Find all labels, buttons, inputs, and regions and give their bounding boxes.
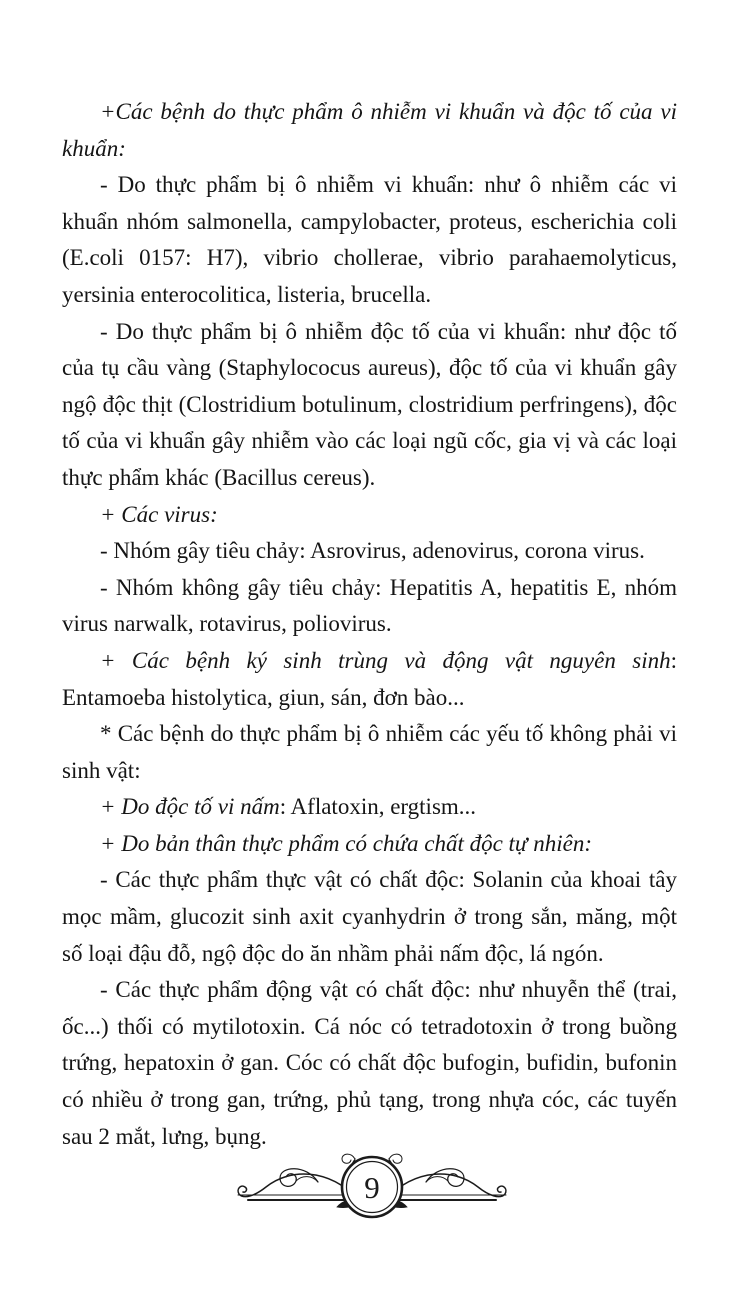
paragraph-text: + Do độc tố vi nấm xyxy=(100,794,280,820)
body-text xyxy=(62,94,677,1155)
paragraph-bacteria-toxins xyxy=(62,314,677,497)
paragraph-text: + Do bản thân thực phẩm có chứa chất độc tự nhiên: xyxy=(100,830,592,856)
paragraph-text: - Các thực phẩm thực vật có chất độc: Solanin của khoai tây mọc mầm, glucozit sinh axit cyanhydrin ở trong sắn, măng, một số loại đậu đỗ, ngộ độc do ăn nhầm phải nấm độc, lá ngón. xyxy=(62,867,677,966)
paragraph-text: + Các bệnh ký sinh trùng và động vật nguyên sinh xyxy=(100,647,671,673)
paragraph-bacteria-list xyxy=(62,167,677,313)
paragraph-text: - Các thực phẩm động vật có chất độc: như nhuyễn thể (trai, ốc...) thối có mytilotoxin. Cá nóc có tetradotoxin ở trong buồng trứng, hepatoxin ở gan. Cóc có chất độc bufogin, bufidin, bufonin có nhiều ở trong gan, trứng, phủ tạng, trong nhựa cóc, các tuyến sau 2 mắt, lưng, bụng. xyxy=(62,977,677,1149)
paragraph-text: - Do thực phẩm bị ô nhiễm vi khuẩn: như ô nhiễm các vi khuẩn nhóm salmonella, campylobacter, proteus, escherichia coli (E.coli 0157: H7), vibrio chollerae, vibrio parahaemolyticus, yersinia enterocolitica, listeria, brucella. xyxy=(62,172,677,307)
paragraph-text: * Các bệnh do thực phẩm bị ô nhiễm các yếu tố không phải vi sinh vật: xyxy=(62,721,677,783)
footer-ornament xyxy=(232,1142,512,1234)
paragraph-virus-heading xyxy=(62,497,677,534)
paragraph-text: +Các bệnh do thực phẩm ô nhiễm vi khuẩn và độc tố của vi khuẩn: xyxy=(62,99,677,161)
paragraph-text: - Nhóm không gây tiêu chảy: Hepatitis A, hepatitis E, nhóm virus narwalk, rotavirus, poliovirus. xyxy=(62,574,677,637)
paragraph-bacteria-heading xyxy=(62,94,677,167)
paragraph-mycotoxins xyxy=(62,789,677,826)
paragraph-text: - Do thực phẩm bị ô nhiễm độc tố của vi khuẩn: như độc tố của tụ cầu vàng (Staphylococus aureus), độc tố của vi khuẩn gây ngộ độc thịt (Clostridium botulinum, clostridium perfringens), độc tố của vi khuẩn gây nhiễm vào các loại ngũ cốc, gia vị và các loại thực phẩm khác (Bacillus cereus). xyxy=(62,318,677,490)
paragraph-parasites xyxy=(62,643,677,716)
paragraph-text: - Nhóm gây tiêu chảy: Asrovirus, adenovirus, corona virus. xyxy=(100,538,645,564)
paragraph-text: : Aflatoxin, ergtism... xyxy=(279,794,477,820)
paragraph-plant-toxins xyxy=(62,862,677,972)
paragraph-text: : Entamoeba histolytica, giun, sán, đơn bào... xyxy=(62,647,677,710)
ornament-divider-icon xyxy=(232,1142,512,1234)
page-number: 9 xyxy=(364,1170,380,1205)
paragraph-virus-non-diarrhea xyxy=(62,570,677,643)
paragraph-natural-toxins-heading xyxy=(62,826,677,863)
paragraph-animal-toxins xyxy=(62,972,677,1155)
paragraph-non-microbial-heading xyxy=(62,716,677,789)
paragraph-virus-diarrhea xyxy=(62,533,677,570)
paragraph-text: + Các virus: xyxy=(100,501,218,527)
